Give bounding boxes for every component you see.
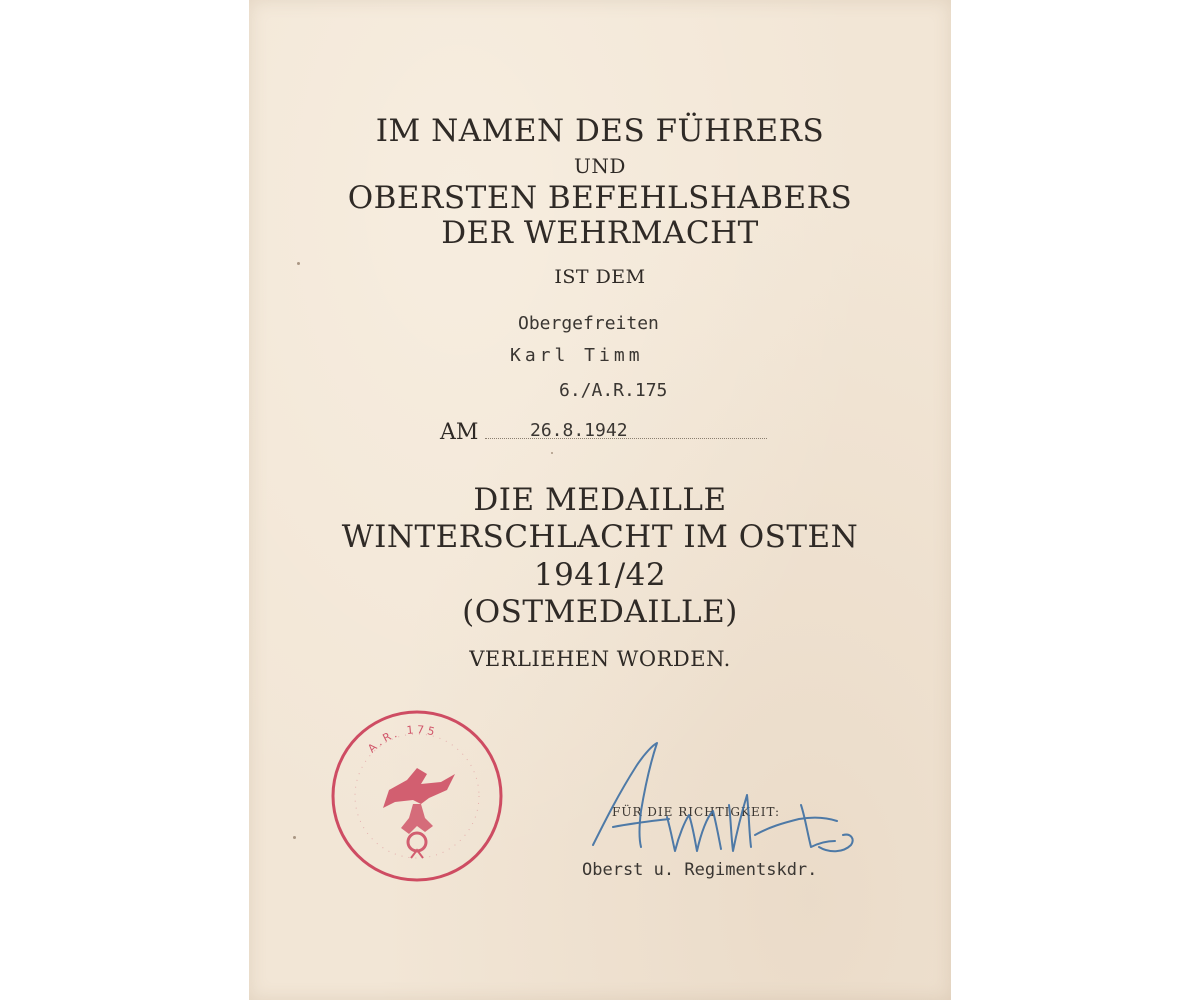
heading-line-4: DER WEHRMACHT bbox=[441, 215, 759, 251]
paper-speck bbox=[551, 452, 553, 454]
recipient-name: Karl Timm bbox=[510, 345, 644, 366]
award-line-4: (OSTMEDAILLE) bbox=[462, 594, 738, 630]
heading-line-5: IST DEM bbox=[554, 266, 646, 288]
eagle-emblem-icon bbox=[383, 768, 455, 858]
award-line-1: DIE MEDAILLE bbox=[473, 482, 727, 518]
award-line-2: WINTERSCHLACHT IM OSTEN bbox=[341, 519, 859, 555]
certificate-sheet bbox=[249, 0, 951, 1000]
certification-label: FÜR DIE RICHTIGKEIT: bbox=[612, 805, 781, 819]
award-date: 26.8.1942 bbox=[530, 420, 628, 441]
recipient-rank: Obergefreiten bbox=[518, 313, 659, 334]
stamp-text: A.R. 175 bbox=[365, 723, 439, 756]
award-line-5: VERLIEHEN WORDEN. bbox=[469, 647, 731, 671]
recipient-unit: 6./A.R.175 bbox=[559, 380, 668, 401]
heading-line-3: OBERSTEN BEFEHLSHABERS bbox=[347, 180, 853, 216]
officer-title: Oberst u. Regimentskdr. bbox=[582, 860, 818, 880]
award-line-3: 1941/42 bbox=[533, 557, 667, 593]
heading-line-2: UND bbox=[574, 154, 626, 178]
paper-speck bbox=[293, 836, 296, 839]
date-label: AM bbox=[440, 420, 479, 445]
heading-line-1: IM NAMEN DES FÜHRERS bbox=[375, 113, 825, 149]
unit-seal-stamp bbox=[329, 708, 505, 884]
paper-speck bbox=[297, 262, 300, 265]
svg-text:A.R. 175 bbox=[365, 723, 439, 755]
